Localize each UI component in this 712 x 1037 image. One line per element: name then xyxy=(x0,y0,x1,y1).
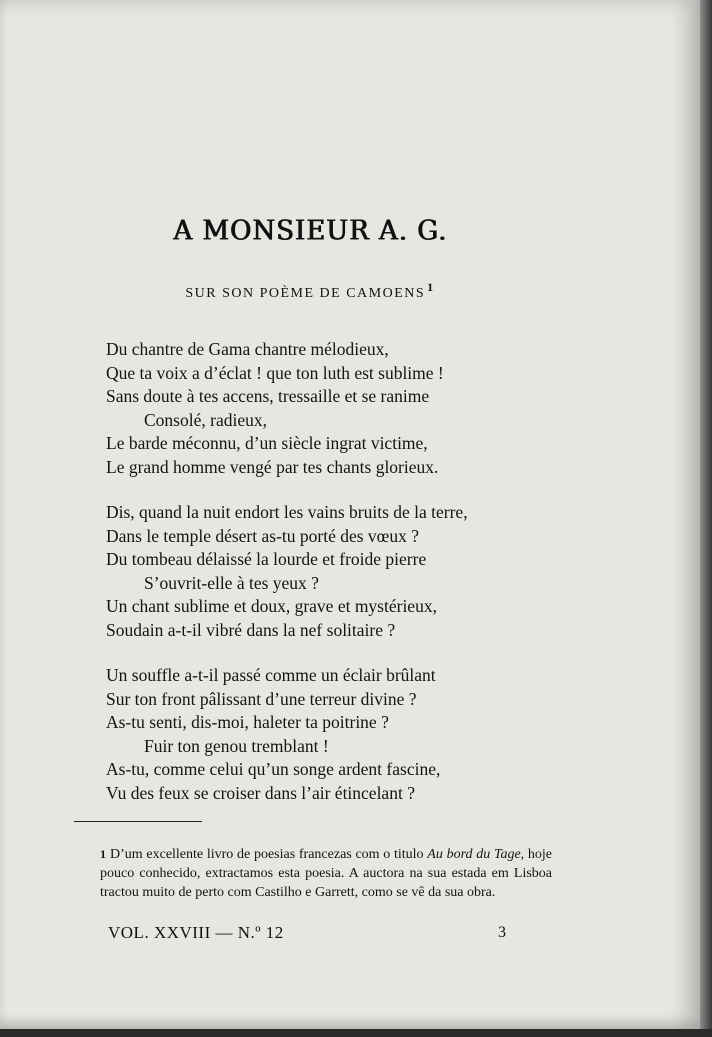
footnote-divider xyxy=(74,821,202,822)
poem-body xyxy=(106,338,468,827)
poem-line: Du tombeau délaissé la lourde et froide pierre xyxy=(106,549,427,569)
volume-label: VOL. XXVIII — N.º 12 xyxy=(108,923,284,942)
poem-line: Sans doute à tes accens, tressaille et se ranime xyxy=(106,386,430,406)
poem-line: Le barde méconnu, d’un siècle ingrat victime, xyxy=(106,433,428,453)
scan-bottom-border xyxy=(0,1029,712,1037)
poem-line: Un chant sublime et doux, grave et mystérieux, xyxy=(106,596,437,616)
poem-line: Vu des feux se croiser dans l’air étincelant ? xyxy=(106,782,415,803)
footnote-book-title: Au bord du Tage xyxy=(427,847,521,862)
poem-line: Soudain a-t-il vibré dans la nef solitaire ? xyxy=(106,619,396,640)
poem-line: As-tu, comme celui qu’un songe ardent fascine, xyxy=(106,759,441,779)
footnote-text-after: , hoje pouco conhecido, extractamos esta poesia. A auctora na sua estada em Lisboa tractou muito de perto com Castilho e Garrett, como se vê da sua obra. xyxy=(100,847,552,900)
stanza xyxy=(106,664,468,805)
poem-subtitle xyxy=(0,280,620,302)
poem-line: Le grand homme vengé par tes chants glorieux. xyxy=(106,456,439,477)
poem-title: A MONSIEUR A. G. xyxy=(173,215,447,247)
footnote xyxy=(100,845,552,902)
stanza xyxy=(106,501,468,642)
footnote-marker: 1 xyxy=(100,847,106,861)
subtitle-footnote-ref: 1 xyxy=(427,280,435,294)
poem-line: S’ouvrit-elle à tes yeux ? xyxy=(144,572,319,593)
page-edge-shadow xyxy=(700,0,712,1037)
poem-line: Un souffle a-t-il passé comme un éclair brûlant xyxy=(106,665,436,685)
footnote-text-before: D’um excellente livro de poesias francezas com o titulo xyxy=(110,847,424,862)
poem-line: As-tu senti, dis-moi, haleter ta poitrine ? xyxy=(106,712,389,732)
poem-line: Dis, quand la nuit endort les vains bruits de la terre, xyxy=(106,502,468,522)
stanza xyxy=(106,338,468,479)
poem-line: Que ta voix a d’éclat ! que ton luth est sublime ! xyxy=(106,362,444,383)
poem-line: Sur ton front pâlissant d’une terreur divine ? xyxy=(106,688,417,709)
poem-line: Du chantre de Gama chantre mélodieux, xyxy=(106,339,389,359)
poem-line: Dans le temple désert as-tu porté des vœux ? xyxy=(106,525,419,546)
subtitle-text: SUR SON POÈME DE CAMOENS xyxy=(185,286,426,301)
poem-line: Fuir ton genou tremblant ! xyxy=(144,735,329,756)
page-number: 3 xyxy=(498,924,506,941)
poem-line: Consolé, radieux, xyxy=(144,409,267,430)
